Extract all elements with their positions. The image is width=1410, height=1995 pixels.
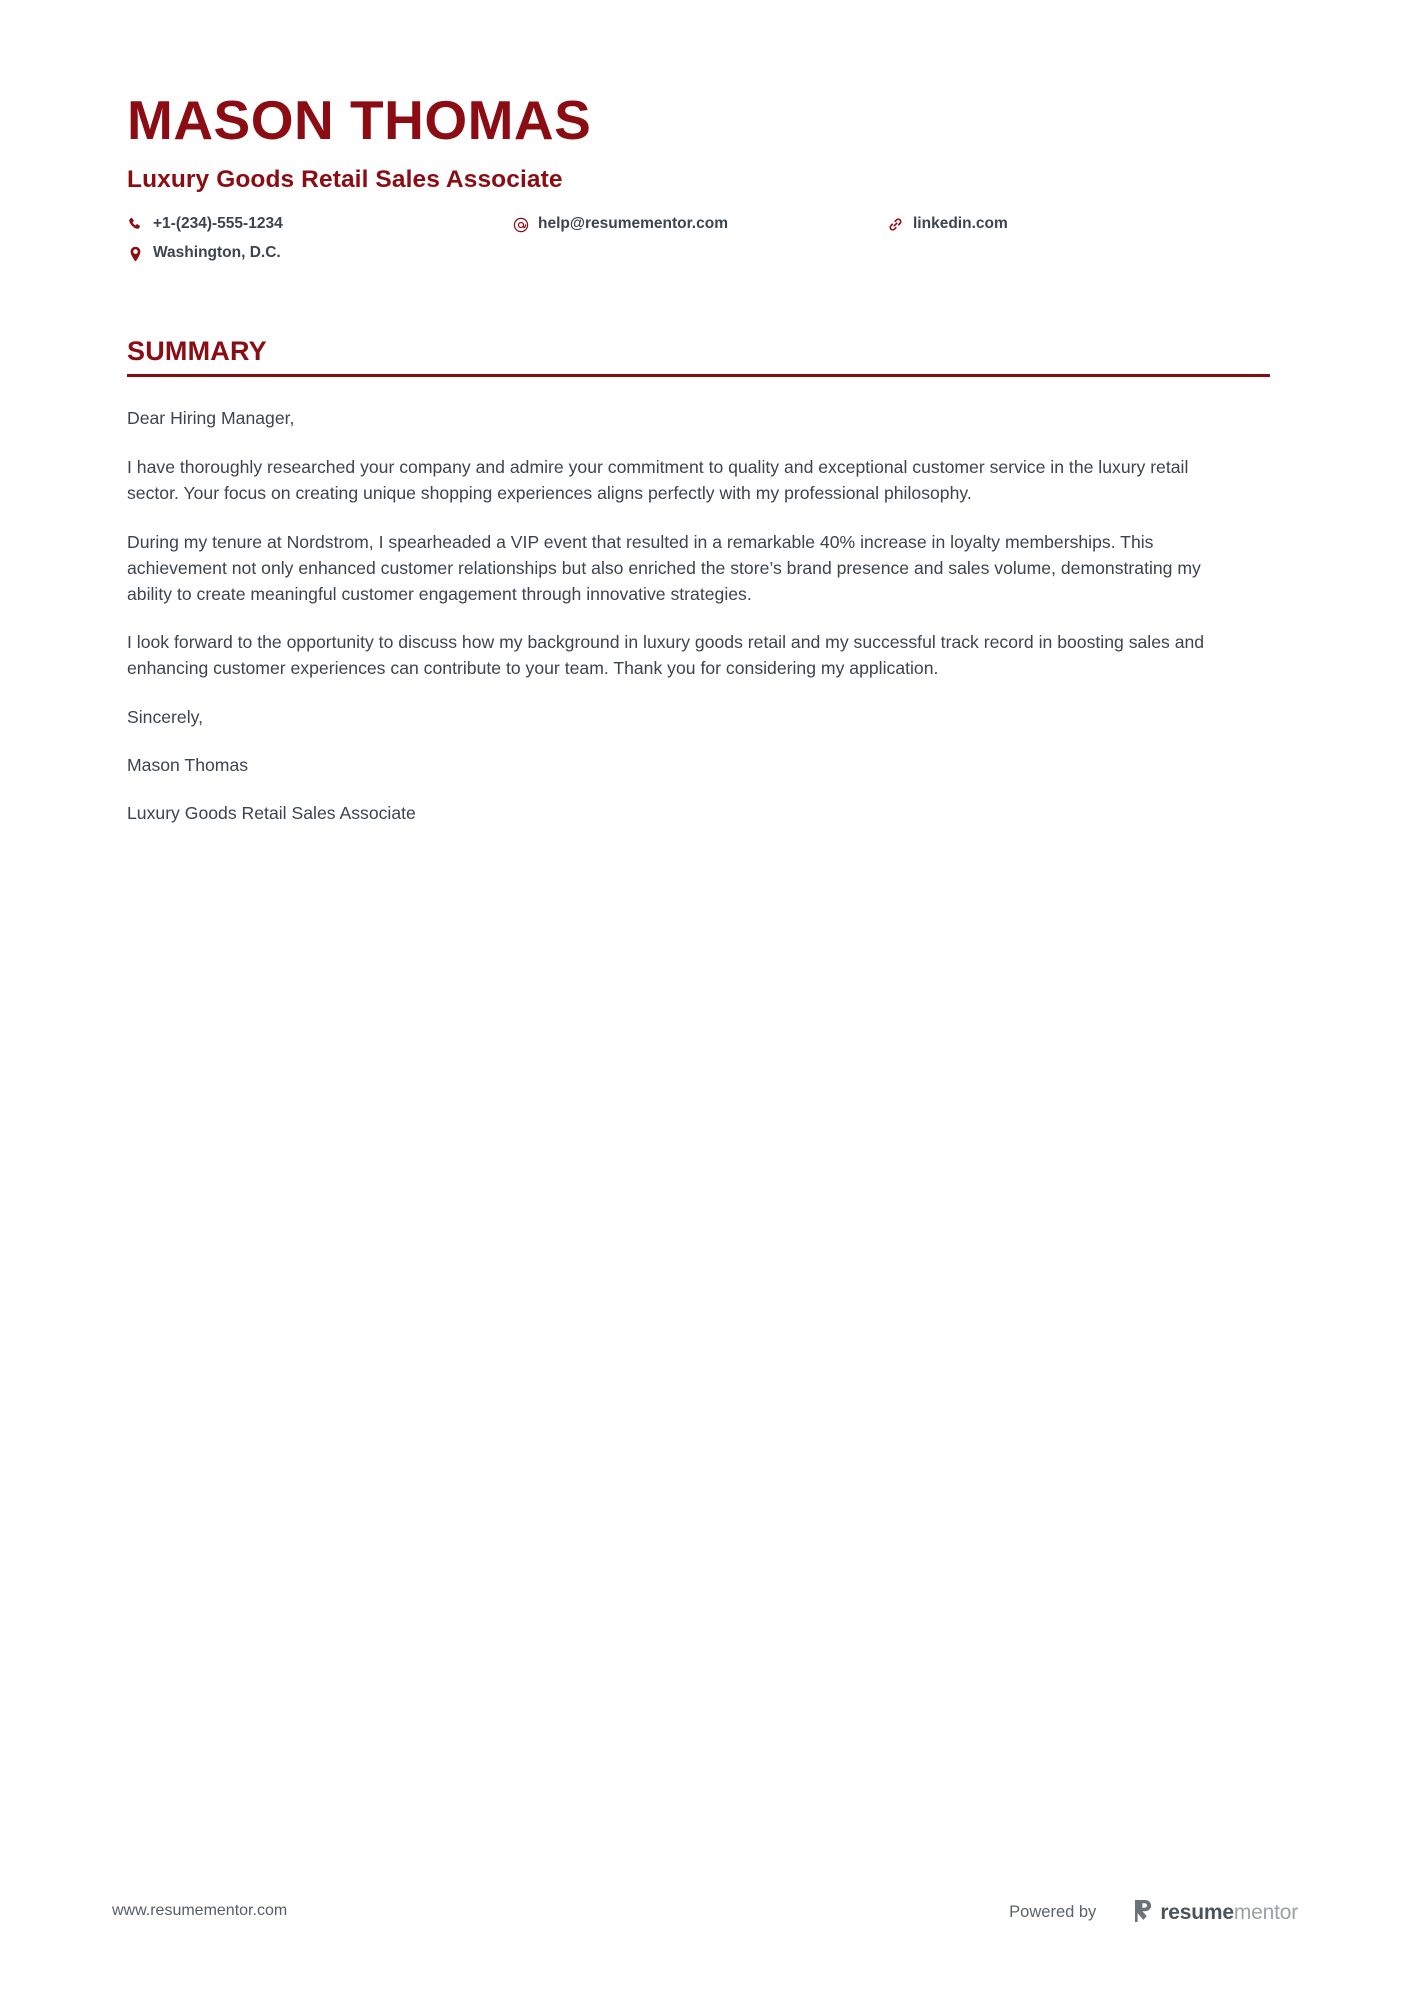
document-header xyxy=(127,0,1277,261)
contact-item-phone[interactable] xyxy=(127,215,512,232)
footer-branding xyxy=(1009,1900,1298,1924)
contact-value-location: Washington, D.C. xyxy=(153,244,281,262)
contact-value-linkedin: linkedin.com xyxy=(913,215,1008,233)
paragraph-achievement: During my tenure at Nordstrom, I spearheaded a VIP event that resulted in a remarkable 40% increase in loyalty memberships. This achievement not only enhanced customer relationships but also enriched the store’s brand presence and sales volume, demonstrating my ability to create meaningful customer engagement through innovative strategies. xyxy=(127,531,1201,604)
document-footer xyxy=(0,1900,1410,1930)
applicant-name: MASON THOMAS xyxy=(127,89,592,151)
section-divider xyxy=(127,374,1270,377)
powered-by-label: Powered by xyxy=(1009,1902,1097,1921)
paragraph-intro: I have thoroughly researched your company and admire your commitment to quality and exceptional customer service in the luxury retail sector. Your focus on creating unique shopping experiences aligns perfectly with my professional philosophy. xyxy=(127,457,1189,503)
contact-item-linkedin[interactable] xyxy=(887,215,1067,232)
signature-name: Mason Thomas xyxy=(127,754,249,775)
summary-section xyxy=(127,338,1277,826)
resumementor-mark-icon xyxy=(1133,1899,1153,1923)
link-icon xyxy=(887,216,904,233)
section-title-summary: SUMMARY xyxy=(127,336,267,367)
brand-text-bold: resume xyxy=(1160,1900,1234,1924)
phone-icon xyxy=(127,216,144,233)
location-pin-icon xyxy=(127,245,144,262)
paragraph-closing: I look forward to the opportunity to discuss how my background in luxury goods retail and my successful track record in boosting sales and enhancing customer experiences can contribute to your team. Thank you for considering my application. xyxy=(127,632,1205,679)
contact-value-phone: +1-(234)-555-1234 xyxy=(153,215,283,233)
email-icon xyxy=(512,216,529,233)
contact-info-list xyxy=(127,215,1067,261)
contact-item-email[interactable] xyxy=(512,215,887,232)
signature-title: Luxury Goods Retail Sales Associate xyxy=(127,802,416,823)
salutation: Dear Hiring Manager, xyxy=(127,408,295,429)
document-content xyxy=(127,0,1277,827)
contact-item-location xyxy=(127,244,512,261)
resumementor-logo[interactable] xyxy=(1133,1900,1298,1924)
brand-text-light: mentor xyxy=(1233,1900,1298,1924)
footer-website-url[interactable]: www.resumementor.com xyxy=(112,1902,288,1919)
resumementor-wordmark xyxy=(1160,1902,1298,1923)
applicant-job-title: Luxury Goods Retail Sales Associate xyxy=(127,165,563,193)
contact-value-email: help@resumementor.com xyxy=(538,215,728,233)
summary-body xyxy=(127,406,1227,826)
sign-off: Sincerely, xyxy=(127,707,204,728)
